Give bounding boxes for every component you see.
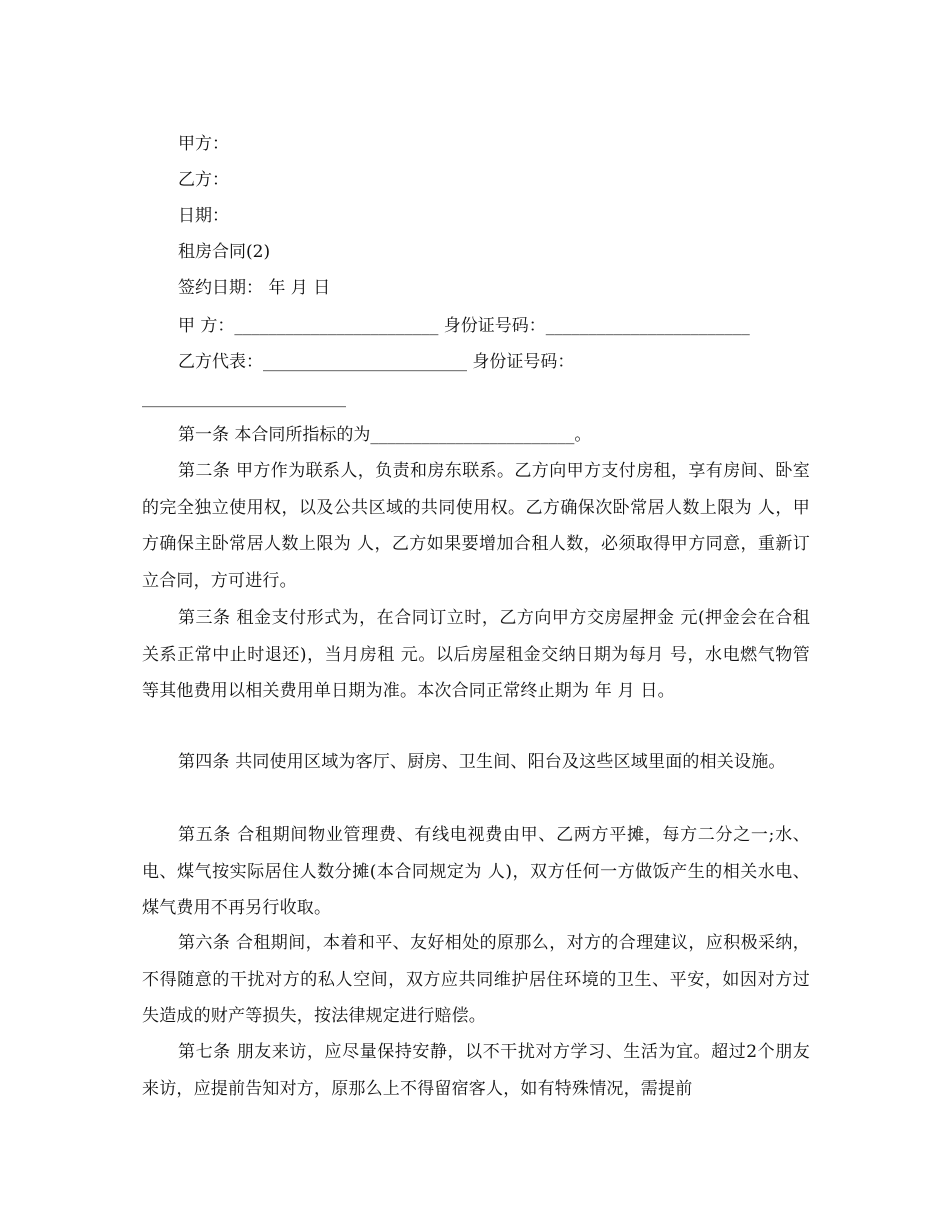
- clause-6: 第六条 合租期间，本着和平、友好相处的原那么，对方的合理建议，应积极采纳，不得随意的干扰对方的私人空间，双方应共同维护居住环境的卫生、平安，如因对方过失造成的财产等损失，按法律规定进行赔偿。: [142, 933, 810, 1026]
- clause-2: 第二条 甲方作为联系人，负责和房东联系。乙方向甲方支付房租，享有房间、卧室的完全独立使用权，以及公共区域的共同使用权。乙方确保次卧常居人数上限为 人，甲方确保主卧常居人数上限为 人，乙方如果要增加合租人数，必须取得甲方同意，重新订立合同，方可进行。: [142, 461, 810, 591]
- party-b-info-line: 乙方代表：________________________ 身份证号码：: [178, 352, 575, 372]
- party-b-id-blank: ________________________: [142, 388, 346, 408]
- party-b-header: 乙方：: [178, 170, 229, 190]
- party-a-header: 甲方：: [178, 134, 229, 154]
- clause-5: 第五条 合租期间物业管理费、有线电视费由甲、乙两方平摊，每方二分之一;水、电、煤气按实际居住人数分摊(本合同规定为 人)，双方任何一方做饭产生的相关水电、煤气费用不再另行收取。: [142, 825, 810, 918]
- clause-1: 第一条 本合同所指标的为________________________。: [178, 425, 592, 445]
- clause-4: 第四条 共同使用区域为客厅、厨房、卫生间、阳台及这些区域里面的相关设施。: [178, 752, 786, 772]
- clause-7: 第七条 朋友来访，应尽量保持安静，以不干扰对方学习、生活为宜。超过2个朋友来访，应提前告知对方，原那么上不得留宿客人，如有特殊情况，需提前: [142, 1042, 810, 1099]
- clause-3: 第三条 租金支付形式为，在合同订立时，乙方向甲方交房屋押金 元(押金会在合租关系正常中止时退还)，当月房租 元。以后房屋租金交纳日期为每月 号，水电燃气物管等其他费用以相关费用单日期为准。本次合同正常终止期为 年 月 日。: [142, 608, 810, 701]
- party-a-info-line: 甲 方：________________________ 身份证号码：________________________: [178, 316, 750, 336]
- document-title: 租房合同(2): [178, 242, 271, 262]
- date-header: 日期：: [178, 206, 229, 226]
- sign-date-line: 签约日期： 年 月 日: [178, 278, 331, 298]
